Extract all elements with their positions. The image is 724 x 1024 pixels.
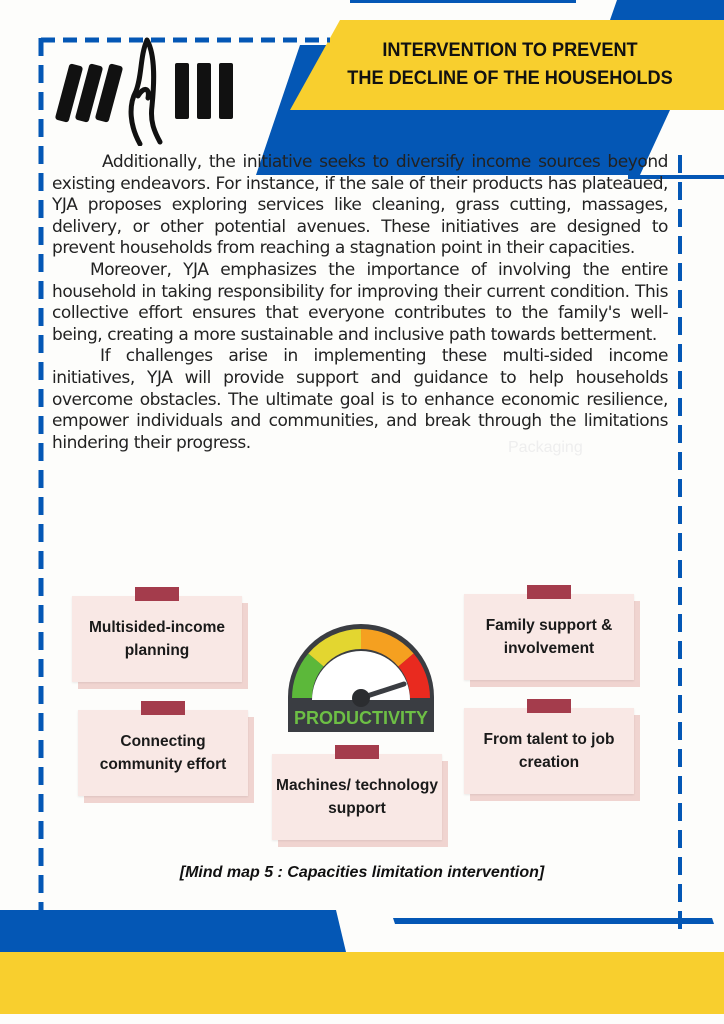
mindmap-card-family <box>464 594 634 682</box>
card-label: Connecting community effort <box>78 710 248 796</box>
tape-tab <box>335 745 379 759</box>
title-line-1: INTERVENTION TO PREVENT <box>382 39 638 61</box>
body-text <box>52 152 668 454</box>
speedometer-gauge-icon <box>284 620 438 735</box>
hand-stopping-dominoes-icon <box>52 36 242 146</box>
title-line-2: THE DECLINE OF THE HOUSEHOLDS <box>347 67 673 89</box>
tape-tab <box>527 699 571 713</box>
paragraph: Moreover, YJA emphasizes the importance of involving the entire household in taking responsibility for improving their current condition. This collective effort ensures that everyone contributes to the family's well-being, creating a more sustainable and inclusive path towards betterment. <box>52 259 668 345</box>
ghost-text: Packaging <box>508 439 583 456</box>
card-label: Family support & involvement <box>464 594 634 680</box>
tape-tab <box>527 585 571 599</box>
figure-caption: [Mind map 5 : Capacities limitation intervention] <box>179 864 545 881</box>
card-label: Machines/ technology support <box>272 754 442 840</box>
card-label: Multisided-income planning <box>72 596 242 682</box>
card-label: From talent to job creation <box>464 708 634 794</box>
tape-tab <box>141 701 185 715</box>
mindmap-card-machines <box>272 754 442 842</box>
gauge-label: PRODUCTIVITY <box>293 708 429 728</box>
tape-tab <box>135 587 179 601</box>
mindmap-card-multisided-income <box>72 596 242 684</box>
paragraph: Additionally, the initiative seeks to diversify income sources beyond existing endeavors. For instance, if the sale of their products has plateaued, YJA proposes exploring services like cleaning, grass cutting, massages, delivery, or other potential avenues. These initiatives are designed to prevent households from reaching a stagnation point in their capacities. <box>52 152 668 259</box>
page-title <box>315 36 706 92</box>
paragraph: If challenges arise in implementing these multi-sided income initiatives, YJA will provide support and guidance to help households overcome obstacles. The ultimate goal is to enhance economic resilience, empower individuals and communities, and break through the limitations hindering their progress. <box>52 346 668 453</box>
mindmap-card-talent <box>464 708 634 796</box>
mindmap-card-community <box>78 710 248 798</box>
